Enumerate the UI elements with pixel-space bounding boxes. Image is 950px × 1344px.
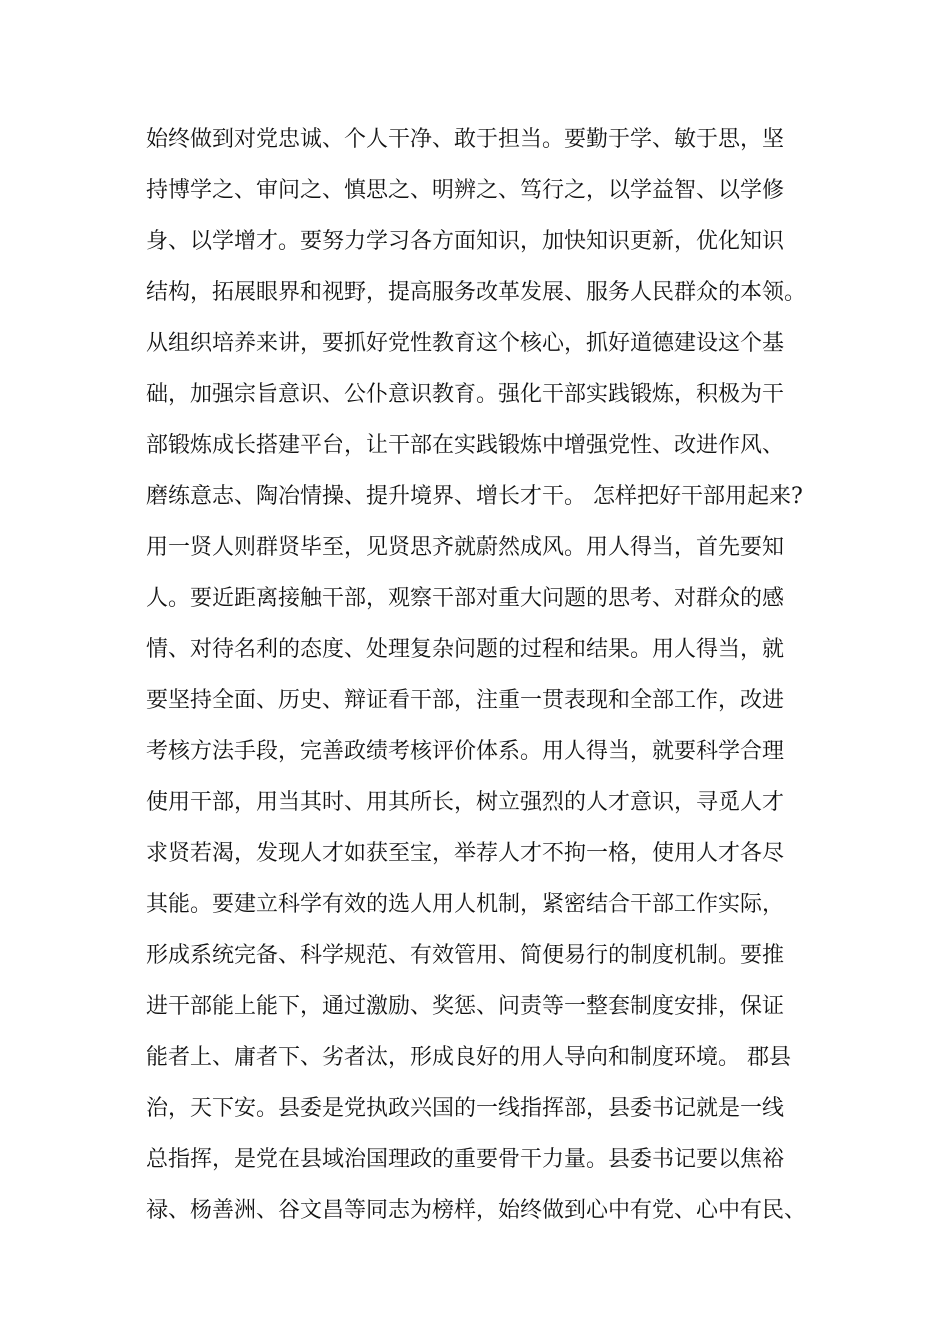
text-line-1: 始终做到对党忠诚、个人干净、敢于担当。要勤于学、敏于思，坚: [146, 127, 785, 152]
text-line-6: 础，加强宗旨意识、公仆意识教育。强化干部实践锻炼，积极为干: [146, 382, 785, 407]
text-line-13: 考核方法手段，完善政绩考核评价体系。用人得当，就要科学合理: [146, 739, 785, 764]
text-line-3: 身、以学增才。要努力学习各方面知识，加快知识更新，优化知识: [146, 229, 785, 254]
text-line-16: 其能。要建立科学有效的选人用人机制，紧密结合干部工作实际，: [146, 892, 785, 917]
text-line-8: 磨练意志、陶冶情操、提升境界、增长才干。 怎样把好干部用起来?: [146, 484, 803, 509]
text-line-15: 求贤若渴，发现人才如获至宝，举荐人才不拘一格，使用人才各尽: [146, 841, 785, 866]
text-line-18: 进干部能上能下，通过激励、奖惩、问责等一整套制度安排，保证: [146, 994, 785, 1019]
text-line-17: 形成系统完备、科学规范、有效管用、简便易行的制度机制。要推: [146, 943, 785, 968]
text-line-2: 持博学之、审问之、慎思之、明辨之、笃行之，以学益智、以学修: [146, 178, 785, 203]
text-line-12: 要坚持全面、历史、辩证看干部，注重一贯表现和全部工作，改进: [146, 688, 785, 713]
text-line-7: 部锻炼成长搭建平台，让干部在实践锻炼中增强党性、改进作风、: [146, 433, 785, 458]
text-line-22: 禄、杨善洲、谷文昌等同志为榜样，始终做到心中有党、心中有民、: [146, 1198, 807, 1223]
text-line-19: 能者上、庸者下、劣者汰，形成良好的用人导向和制度环境。 郡县: [146, 1045, 791, 1070]
text-line-21: 总指挥，是党在县域治国理政的重要骨干力量。县委书记要以焦裕: [146, 1147, 785, 1172]
text-line-20: 治，天下安。县委是党执政兴国的一线指挥部，县委书记就是一线: [146, 1096, 785, 1121]
body-text: [146, 114, 836, 1236]
text-line-9: 用一贤人则群贤毕至，见贤思齐就蔚然成风。用人得当，首先要知: [146, 535, 785, 560]
text-line-14: 使用干部，用当其时、用其所长，树立强烈的人才意识，寻觅人才: [146, 790, 785, 815]
text-line-10: 人。要近距离接触干部，观察干部对重大问题的思考、对群众的感: [146, 586, 785, 611]
text-line-4: 结构，拓展眼界和视野，提高服务改革发展、服务人民群众的本领。: [146, 280, 807, 305]
text-line-11: 情、对待名利的态度、处理复杂问题的过程和结果。用人得当，就: [146, 637, 785, 662]
text-line-5: 从组织培养来讲，要抓好党性教育这个核心，抓好道德建设这个基: [146, 331, 785, 356]
